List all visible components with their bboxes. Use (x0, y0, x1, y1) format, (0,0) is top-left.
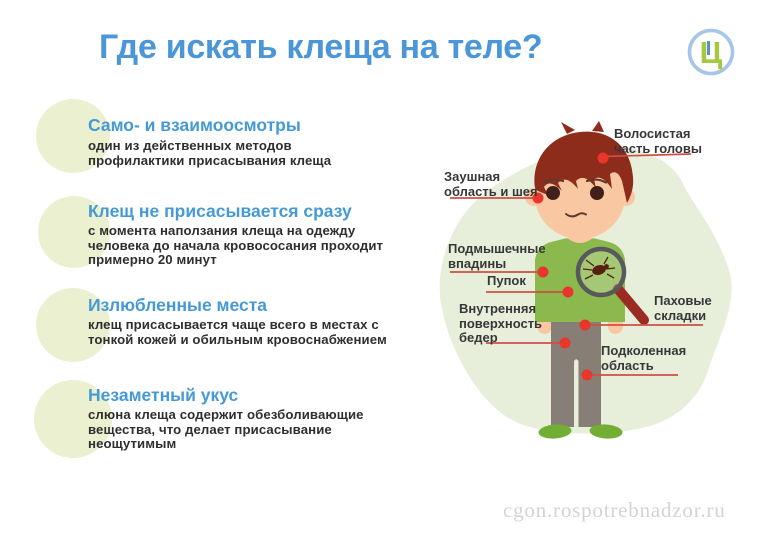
marker-dot-inner-thighs (560, 338, 571, 349)
tsgon-logo-icon (684, 25, 738, 79)
body-label-behind-ear: Заушная область и шея (444, 169, 538, 199)
body-label-groin-folds: Паховые складки (654, 293, 712, 323)
section-body-line: вещества, что делает присасывание (88, 421, 332, 437)
section-heading: Незаметный укус (88, 385, 239, 405)
marker-dot-popliteal (582, 370, 593, 381)
section-body (88, 139, 331, 168)
section-heading: Клещ не присасывается сразу (88, 201, 352, 221)
left-eye (546, 186, 560, 200)
section-body-line: тонкой кожей и обильным кровоснабжением (88, 331, 387, 347)
section-body-line: примерно 20 минут (88, 252, 217, 268)
body-label-inner-thighs: Внутренняя поверхность бедер (459, 301, 543, 345)
section-body-line: неощутимым (88, 436, 177, 452)
watermark: cgon.rospotrebnadzor.ru (503, 498, 726, 522)
body-label-popliteal: Подколенная область (601, 343, 687, 373)
section-body-line: один из действенных методов (88, 138, 292, 153)
section-body-line: клещ присасывается чаще всего в местах с (88, 317, 379, 332)
section-body (88, 224, 383, 268)
section-body (88, 408, 364, 452)
marker-dot-scalp (598, 153, 609, 164)
marker-dot-groin-folds (580, 320, 591, 331)
section-body-line: профилактики присасывания клеща (88, 152, 332, 168)
right-eye (590, 186, 604, 200)
marker-dot-navel (563, 287, 574, 298)
section-body (88, 318, 387, 347)
section-body-line: с момента наползания клеща на одежду (88, 223, 356, 238)
body-label-scalp: Волосистая часть головы (614, 126, 702, 156)
section-heading: Само- и взаимоосмотры (88, 115, 301, 135)
hair-tuft (561, 122, 575, 134)
section-body-line: человека до начала кровососания проходит (88, 237, 384, 253)
body-label-navel: Пупок (487, 273, 526, 288)
body-map-illustration (420, 90, 760, 537)
hair-tuft (592, 121, 604, 132)
logo-letter: Ц (699, 35, 723, 70)
body-label-armpits: Подмышечные впадины (448, 241, 546, 271)
page-title: Где искать клеща на теле? (99, 28, 543, 66)
section-body-line: слюна клеща содержит обезболивающие (88, 407, 364, 422)
section-heading: Излюбленные места (88, 295, 268, 315)
